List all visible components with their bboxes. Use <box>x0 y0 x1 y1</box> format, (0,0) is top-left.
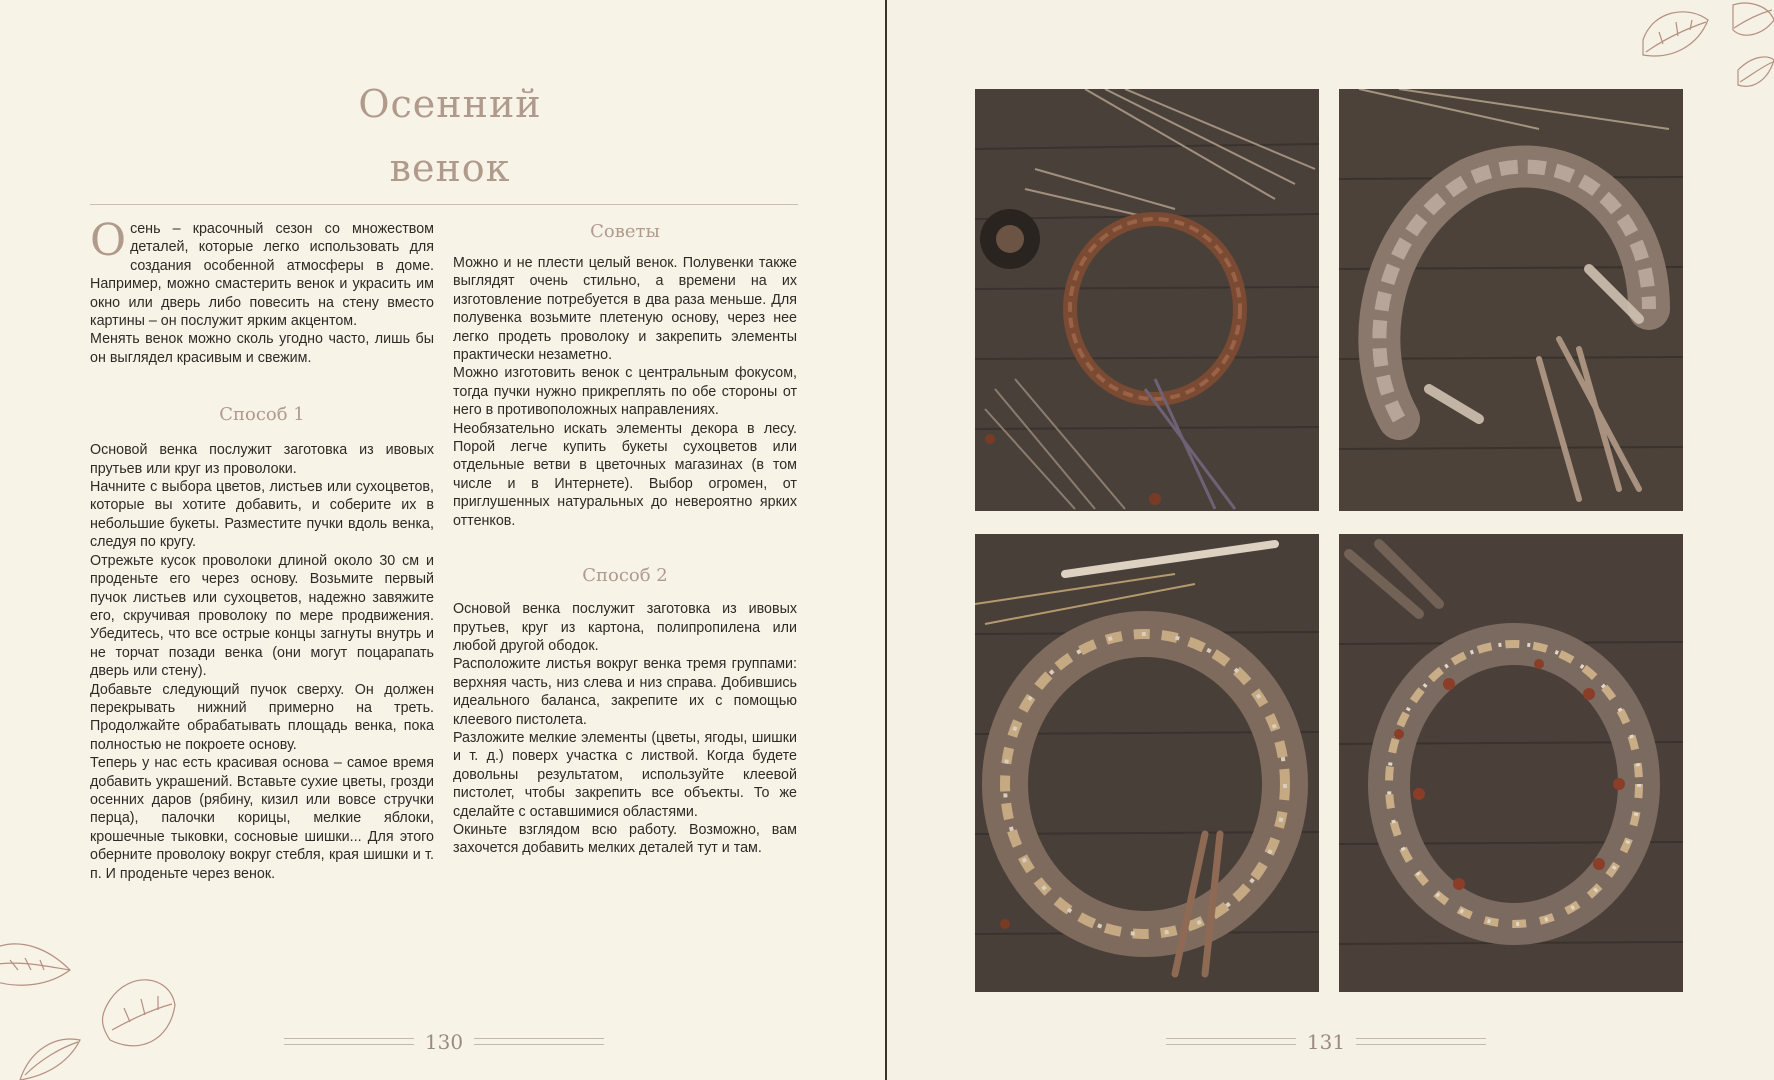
page-number-text: 130 <box>424 1030 464 1054</box>
drop-cap: О <box>90 215 127 266</box>
method-2-paragraph: Основой венка послужит заготовка из ивовых прутьев, круг из картона, полипропилена или любой другой ободок. <box>453 601 797 654</box>
leaf-sketch-icon <box>0 930 190 1080</box>
left-page <box>0 0 886 1080</box>
intro-text: сень – красочный сезон со множеством деталей, которые легко использовать для создания особенной атмосферы в доме. Например, можно смастерить венок и украсить им окно или дверь либо повесить на стену вместо картины – он послужит ярким акцентом. <box>90 221 434 330</box>
right-page <box>887 0 1774 1080</box>
photo-wicker-base <box>975 89 1319 511</box>
intro-paragraph <box>90 215 434 330</box>
method-1-paragraph: Основой венка послужит заготовка из ивовых прутьев или круг из проволоки. <box>90 442 434 477</box>
method-2-paragraph: Окиньте взглядом всю работу. Возможно, вам захочется добавить мелких деталей тут и там. <box>453 821 797 857</box>
method-1-paragraph: Отрежьте кусок проволоки длиной около 30 см и проденьте его через основу. Возьмите первый пучок листьев или сухоцветов, надежно завяжите его, скручивая проволоку по мере продвижения. Убедитесь, что все острые концы загнуты внутрь и не торчат позади венка (они могут поцарапать дверь или стену). <box>90 552 434 680</box>
photo-wreath-berries <box>1339 534 1683 992</box>
tips-heading: Советы <box>590 221 660 242</box>
ornament-rule <box>284 1038 414 1045</box>
method-1-paragraph: Начните с выбора цветов, листьев или сухоцветов, которые вы хотите добавить, и соберите их в небольшие букеты. Разместите пучки вдоль венка, следуя по кругу. <box>90 479 434 551</box>
method-1-paragraph: Теперь у нас есть красивая основа – самое время добавить украшений. Вставьте сухие цветы, грозди осенних даров (рябину, кизил или вовсе стручки перца), палочки корицы, мелкие яблоки, крошечные тыковки, сосновые шишки... Для этого оберните проволоку вокруг стебля, края шишки и т. п. И проденьте через венок. <box>90 755 434 882</box>
page-title <box>300 72 600 200</box>
ornament-rule <box>1166 1038 1296 1045</box>
method-2-paragraph: Разложите мелкие элементы (цветы, ягоды, шишки и т. д.) поверх участка с листвой. Когда будете довольны результатом, используйте клеевой пистолет, чтобы закрепить все объекты. То же сделайте с оставшимися областями. <box>453 729 797 820</box>
tips-paragraph: Необязательно искать элементы декора в лесу. Порой легче купить букеты сухоцветов или отдельные ветви в цветочных магазинах (в том числе и в Интернете). Выбор огромен, от приглушенных натуральных до невероятно ярких оттенков. <box>453 420 797 529</box>
ornament-rule <box>1356 1038 1486 1045</box>
photo-pampas-half <box>1339 89 1683 511</box>
left-column <box>90 215 434 883</box>
page-number-text: 131 <box>1306 1030 1346 1054</box>
page-number-right <box>1166 1030 1486 1054</box>
title-line-1: Осенний <box>358 82 542 126</box>
title-line-2: венок <box>389 146 511 190</box>
method-2-paragraph: Расположите листья вокруг венка тремя группами: верхняя часть, низ слева и низ справа. Добившись идеального баланса, закрепите их с помощью клеевого пистолета. <box>453 656 797 728</box>
autumn-leaf-icon <box>1638 0 1774 100</box>
page-number-left <box>284 1030 604 1054</box>
method-2-heading: Способ 2 <box>582 565 668 587</box>
photo-wreath-wheat <box>975 534 1319 992</box>
intro-paragraph-2: Менять венок можно сколь угодно часто, лишь бы он выглядел красивым и свежим. <box>90 331 434 366</box>
tips-paragraph: Можно и не плести целый венок. Полувенки также выглядят очень стильно, а времени на их изготовление потребуется в два раза меньше. Для полувенка возьмите плетеную основу, через нее легко продеть проволоку и закрепить элементы практически незаметно. <box>453 255 797 364</box>
method-1-paragraph: Добавьте следующий пучок сверху. Он должен перекрывать нижний примерно на треть. Продолжайте обрабатывать площадь венка, пока полностью не покроете основу. <box>90 681 434 753</box>
title-divider <box>90 204 798 205</box>
method-1-heading: Способ 1 <box>219 404 305 426</box>
tips-paragraph: Можно изготовить венок с центральным фокусом, тогда пучки нужно прикреплять по обе стороны от него в противоположных направлениях. <box>453 365 797 419</box>
right-column <box>453 220 797 858</box>
ornament-rule <box>474 1038 604 1045</box>
